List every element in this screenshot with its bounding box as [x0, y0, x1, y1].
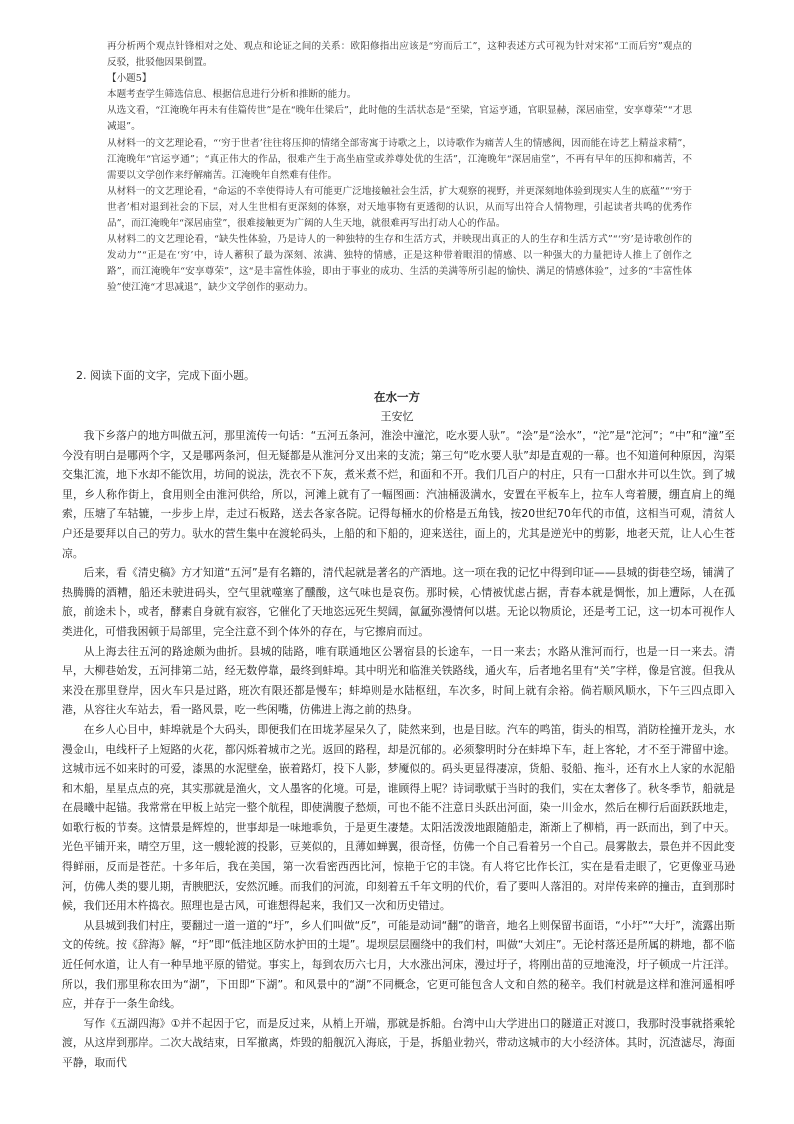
analysis-point: 从材料一的文艺理论看，“‘穷于世者’往往将压抑的情绪全部寄寓于诗歌之上，以诗歌作为痛苦人生的情感阀，因而能在诗艺上精益求精”，江淹晚年“官运亨通”；“真正伟大的作品，很难产生于高坐庙堂或养尊处优的生活”，江淹晚年“深居庙堂”，不再有早年的压抑和痛苦，不需要以文学创作来纾解痛苦。江淹晚年自然难有佳作。: [107, 137, 692, 181]
article-paragraph: 后来，看《清史稿》方才知道“五河”是有名籍的，清代起就是著名的产酒地。这一项在我的记忆中得到印证——县城的街巷空场，铺满了热腾腾的酒糟，船还未驶进码头，空气里就噬塞了醺酸，这气味也是哀伤。那时候，心情被忧虑占据，青春本就是惆怅，加上遭际，人在孤旅，前途未卜，或者，酵素自身就有寂容，它催化了天地恣远死生契阔，氤氲弥漫情何以堪。无论以物质论，还是考工记，这一切本可视作人类进化，可惜我困顿于局部里，完全注意不到个体外的存在，与它擦肩而过。: [62, 566, 735, 638]
question-heading: 2. 阅读下面的文字，完成下面小题。: [76, 369, 255, 382]
analysis-point: 从材料二的文艺理论看，“缺失性体验，乃是诗人的一种独特的生存和生活方式，并映现出真正的人的生存和生活方式”“‘穷’是诗歌创作的发动力”“正是在‘穷’中，诗人蓄积了最为深刻、浓满、独特的情感，正是这种带着眼泪的情感、以一种强大的力量把诗人推上了创作之路”，而江淹晚年“安享尊荣”，这“是丰富性体验，即由于事业的成功、生活的美满等所引起的愉快、满足的情感体验”，过多的“丰富性体验”使江淹“才思减退”，缺少文学创作的驱动力。: [107, 234, 692, 294]
article-paragraph: 从上海去往五河的路途颇为曲折。县城的陆路，唯有联通地区公署宿县的长途车，一日一来去；水路从淮河而行，也是一日一来去。清早，大柳巷始发，五河排第二站，经无数停靠，最终到蚌埠。其中明光和临淮关铁路线，通火车，后者地名里有“关”字样，像是官渡。但我从来没在那里登岸，因火车只是过路，班次有限还都是慢车；蚌埠则是水陆枢纽，车次多，时间上就有余裕。倘若顺风顺水，下午三四点即入港，从容往火车站去，看一路风景，吃一些闲嘴，仿佛进上海之前的热身。: [62, 644, 735, 717]
analysis-point: 从材料一的文艺理论看，“命运的不幸使得诗人有可能更广泛地接触社会生活，扩大观察的视野，并更深刻地体验到现实人生的底蕴”“‘穷于世者’相对退到社会的下层，对人生世相有更深刻的体察，对天地事物有更透彻的认识，从而写出符合人情物理，引起读者共鸣的优秀作品”，而江淹晚年“深居庙堂”，很难接触更为广阔的人生天地，就很难再写出打动人心的作品。: [107, 185, 692, 230]
article-paragraph: 写作《五湖四海》①并不起因于它，而是反过来，从梢上开端，那就是拆船。台湾中山大学进出口的隧道正对渡口，我那时没事就搭乘轮渡，从这岸到那岸。二次大战结束，日军撤离，炸毁的船舰沉入海底，于是，拆船业勃兴，带动这城市的大小经济体。其时，沉渣滤尽，海面平静，取而代: [62, 1016, 735, 1069]
answer-analysis: [107, 39, 692, 297]
analysis-intro: 再分析两个观点针锋相对之处、观点和论证之间的关系：欧阳修指出应该是“穷而后工”，这种表述方式可视为针对宋祁“工而后穷”观点的反驳，批驳他因果倒置。: [107, 41, 692, 69]
article-paragraph: 我下乡落户的地方叫做五河，那里流传一句话：“五河五条河，淮浍中潼沱，吃水要人驮”。“浍”是“浍水”，“沱”是“沱河”；“中”和“潼”至今没有明白是哪两个字，又是哪两条河，但无疑都是从淮河分叉出来的支流；第三句“吃水要人驮”却是直观的一幕。也不知道何种原因，沟渠交集汇流，地下水却不能饮用，坊间的说法，洗衣不下灰，煮米煮不烂，和面和不开。我们几百户的村庄，只有一口甜水井可以生饮。到了城里，乡人称作街上，食用则全由淮河供给，所以，河滩上就有了一幅图画：汽油桶汲满水，安置在平板车上，拉车人弯着腰，绷直肩上的绳索，压塘了车轱辘，一步步上岸，走过石板路，送去各家各院。记得每桶水的价格是五角钱，按20世纪70年代的市值，这相当可观，清贫人户还是要拜以自己的劳力。驮水的营生集中在渡轮码头，上船的和下船的，迎来送往，面上的，尤其是逆光中的剪影，地老天荒，让人心生苍凉。: [62, 429, 735, 560]
subquestion-label: 【小题5】: [107, 73, 152, 85]
article-author: 王安忆: [380, 410, 414, 423]
analysis-point: 从选文看，“江淹晚年再未有佳篇传世”是在“晚年仕梁后”，此时他的生活状态是“至梁，官运亨通，官职显赫，深居庙堂，安享尊荣”“才思减退”。: [107, 105, 692, 133]
article-paragraph: 从县城到我们村庄，要翻过一道一道的“圩”，乡人们叫做“反”，可能是动词“翻”的谐音，地名上则保留书面语，“小圩”“大圩”，流露出斯文的传统。按《辞海》解，“圩”即“低洼地区防水护田的土堤”。堤坝层层圈绕中的我们村，叫做“大刘庄”。无论村落还是所属的耕地，都不临近任何水道，让人有一种旱地平原的错觉。事实上，每到农历六七月，大水涨出河床，漫过圩子，将刚出苗的豆地淹没，圩子顿成一片汪洋。所以，我们那里称农田为“湖”，下田即“下湖”。和风景中的“湖”不同概念，它更可能包含人文和自然的秘辛。我们村就是这样和淮河遥相呼应，并存于一条生命线。: [62, 918, 735, 1011]
article-body: [62, 426, 735, 1073]
article-paragraph: 在乡人心目中，蚌埠就是个大码头，即便我们在田垅茅屋呆久了，陡然来到，也是目眩。汽车的鸣笛，街头的相骂，消防栓撞开龙头，水漫金山，电线杆子上短路的火花，都闪烁着城市之光。返回的路程，却是沉郁的。必须黎明时分在蚌埠下车，赶上客轮，才不至于滞留中途。这城市远不如来时的可爱，漆黑的水泥壁垒，嵌着路灯，投下人影，梦魇似的。码头更显得凄凉，货船、驳船、拖斗，还有水上人家的水泥船和木船，星星点点的亮，其实那就是渔火，文人墨客的化境。可是，谁顾得上呢？诗词歌赋于当时的我们，实在太奢侈了。秋冬季节，船就是在晨曦中起锚。我常常在甲板上站完一整个航程，即使满腹子愁烦，可也不能不注意日头跃出河面，染一川金水，然后在柳行后面跃跃地走，如歌行板的节奏。这情景是辉煌的，世事却是一味地乖负，于是更生凄楚。太阳活泼泼地跟随船走，渐渐上了柳梢，再一跃而出，到了中天。光色平铺开来，晴空万里，这一艘轮渡的投影，豆荚似的，且薄如蝉翼，很奇怪，仿佛一个自己看着另一个自己。晨雾散去，景色并不因此变得鲜丽，反而是苍茫。十多年后，我在美国，第一次看密西西比河，惊艳于它的丰饶。有人将它比作长江，实在是看走眼了，它更像亚马逊河，仿佛人类的婴儿期，青腴肥沃，安然沉睡。而我们的河流，印刻着五千年文明的代价，看了要叫人落泪的。对岸传来碎的撞击，直到那时候，我们还用木杵捣衣。照理也是古风，可谁想得起来，我们又一次和历史错过。: [62, 722, 735, 913]
analysis-point: 本题考查学生筛选信息、根据信息进行分析和推断的能力。: [107, 89, 357, 101]
article-title: 在水一方: [374, 390, 420, 404]
